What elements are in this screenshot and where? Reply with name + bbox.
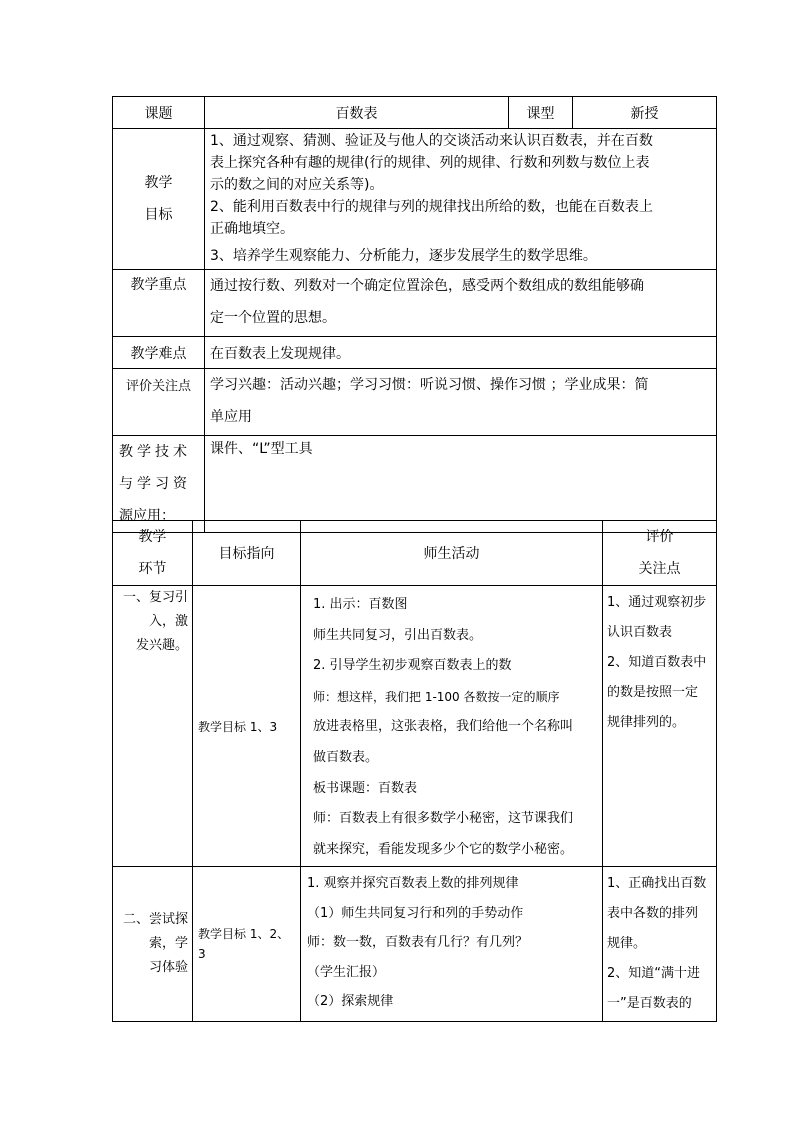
stage-line: 二、尝试探 [122, 912, 188, 927]
header-activity: 师生活动 [301, 521, 603, 586]
stage-line: 索，学 [148, 936, 188, 951]
activity-line: 板书课题：百数表 [313, 780, 418, 796]
goal-line: 3 [198, 947, 206, 961]
teaching-process-table [112, 520, 717, 1022]
topic-label: 课题 [113, 97, 205, 129]
eval-cell [603, 867, 717, 1022]
table-row [113, 867, 717, 1022]
activity-line: 做百数表。 [313, 749, 379, 765]
activity-line: 就来探究，看能发现多少个它的数学小秘密。 [313, 841, 574, 857]
tech-label-line: 源应用： [119, 508, 175, 524]
tech-label-line: 教学技术 [119, 444, 191, 460]
header-stage [113, 521, 193, 586]
activity-cell [301, 586, 603, 867]
goals-label-line: 教学 [144, 175, 173, 191]
eval-point-line: 1、通过观察初步 [607, 595, 707, 610]
eval-line: 单应用 [210, 409, 252, 425]
goal-line: 教学目标 1、2、 [198, 927, 290, 941]
difficulty-label: 教学难点 [113, 337, 205, 369]
stage-cell [113, 586, 193, 867]
table-row [113, 586, 717, 867]
activity-line: （1）师生共同复习行和列的手势动作 [307, 905, 524, 921]
goals-label [113, 129, 205, 270]
goals-content [205, 129, 717, 270]
header-goal: 目标指向 [193, 521, 301, 586]
goals-line: 表上探究各种有趣的规律(行的规律、列的规律、行数和列数与数位上表 [210, 155, 650, 171]
eval-point-line: 一”是百数表的 [607, 996, 692, 1011]
activity-line: 师：想这样，我们把 1-100 各数按一定的顺序 [313, 689, 560, 704]
difficulty-value: 在百数表上发现规律。 [205, 337, 717, 369]
header-eval-line: 关注点 [638, 561, 681, 577]
activity-cell [301, 867, 603, 1022]
eval-point-line: 规律。 [607, 936, 647, 951]
header-stage-line: 环节 [138, 561, 167, 577]
activity-line: 师：数一数，百数表有几行？有几列？ [307, 935, 529, 950]
header-eval [603, 521, 717, 586]
tech-label-line: 与学习资 [119, 476, 191, 492]
goals-line: 正确地填空。 [210, 221, 294, 237]
focus-line: 通过按行数、列数对一个确定位置涂色，感受两个数组成的数组能够确 [210, 278, 644, 294]
goals-line: 示的数之间的对应关系等)。 [210, 177, 384, 193]
stage-line: 一、复习引 [122, 590, 188, 605]
eval-point-line: 认识百数表 [607, 625, 673, 640]
eval-line: 学习兴趣：活动兴趣；学习习惯：听说习惯、操作习惯 ；学业成果：简 [210, 377, 649, 393]
stage-line: 习体验 [148, 960, 188, 975]
activity-line: 1. 观察并探究百数表上数的排列规律 [307, 876, 519, 891]
header-eval-line: 评价 [645, 529, 674, 545]
eval-point-line: 规律排列的。 [607, 715, 686, 730]
stage-line: 入，激 [148, 614, 188, 629]
eval-cell [603, 586, 717, 867]
eval-point-line: 2、知道“满十进 [607, 966, 701, 981]
lesson-info-table [112, 96, 717, 533]
eval-label: 评价关注点 [113, 369, 205, 436]
goal-cell: 教学目标 1、3 [193, 586, 301, 867]
focus-label: 教学重点 [113, 270, 205, 337]
focus-line: 定一个位置的思想。 [210, 310, 336, 326]
activity-line: 放进表格里，这张表格，我们给他一个名称叫 [313, 719, 574, 735]
stage-line: 发兴趣。 [135, 638, 188, 653]
goals-line: 1、通过观察、猜测、验证及与他人的交谈活动来认识百数表，并在百数 [210, 133, 653, 149]
tech-label [113, 436, 205, 533]
header-stage-line: 教学 [138, 529, 167, 545]
activity-line: 师生共同复习，引出百数表。 [313, 627, 483, 643]
activity-line: 师：百数表上有很多数学小秘密，这节课我们 [313, 811, 574, 827]
eval-point-line: 表中各数的排列 [607, 906, 699, 921]
activity-line: 2. 引导学生初步观察百数表上的数 [313, 658, 512, 674]
eval-content [205, 369, 717, 436]
activity-line: （2）探索规律 [307, 994, 394, 1009]
stage-cell [113, 867, 193, 1022]
type-value: 新授 [573, 97, 717, 129]
activity-line: （学生汇报） [307, 964, 386, 980]
type-label: 课型 [509, 97, 573, 129]
eval-point-line: 2、知道百数表中 [607, 655, 707, 670]
goals-label-line: 目标 [144, 207, 173, 223]
goals-line: 2、能利用百数表中行的规律与列的规律找出所给的数，也能在百数表上 [210, 199, 653, 215]
goals-line: 3、培养学生观察能力、分析能力，逐步发展学生的数学思维。 [210, 248, 597, 264]
eval-point-line: 的数是按照一定 [607, 685, 699, 700]
tech-value: 课件、“L”型工具 [205, 436, 717, 533]
focus-content [205, 270, 717, 337]
eval-point-line: 1、正确找出百数 [607, 876, 707, 891]
topic-value: 百数表 [205, 97, 509, 129]
goal-cell [193, 867, 301, 1022]
activity-line: 1. 出示：百数图 [313, 597, 408, 612]
